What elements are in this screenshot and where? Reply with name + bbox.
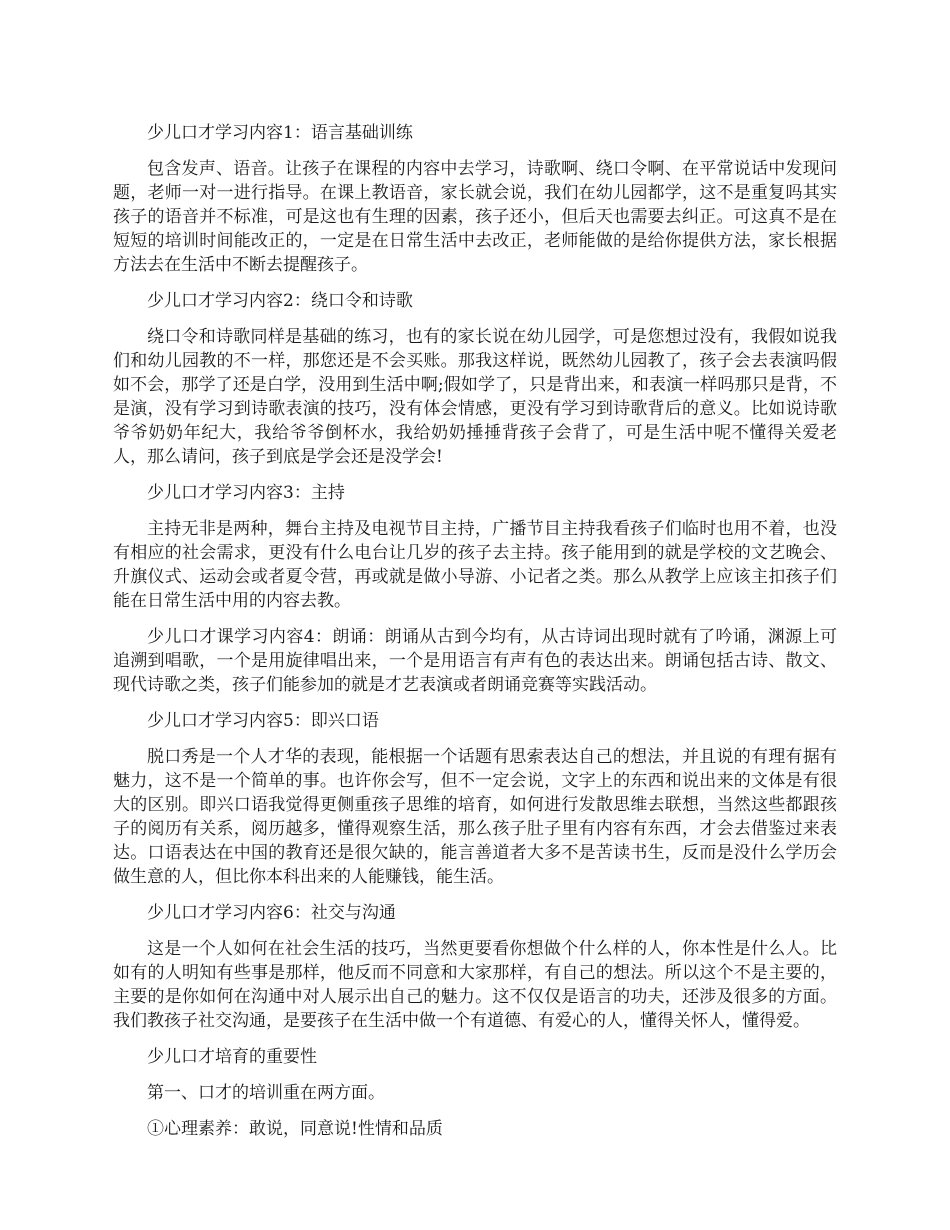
- document-page: [113, 121, 837, 1153]
- section-heading-6: 少儿口才学习内容6：社交与沟通: [147, 903, 396, 923]
- section-heading-3: 少儿口才学习内容3：主持: [147, 483, 345, 503]
- paragraph-4: 少儿口才课学习内容4：朗诵：朗诵从古到今均有，从古诗词出现时就有了吟诵，渊源上可追溯到唱歌，一个是用旋律唱出来，一个是用语言有声有色的表达出来。朗诵包括古诗、散文、现代诗歌之类，孩子们能参加的就是才艺表演或者朗诵竞赛等实践活动。: [113, 627, 837, 695]
- section-heading-importance: 少儿口才培育的重要性: [147, 1047, 317, 1067]
- section-heading-2: 少儿口才学习内容2：绕口令和诗歌: [147, 291, 413, 311]
- section-heading-1: 少儿口才学习内容1：语言基础训练: [147, 123, 413, 143]
- paragraph-2: 绕口令和诗歌同样是基础的练习，也有的家长说在幼儿园学，可是您想过没有，我假如说我们和幼儿园教的不一样，那您还是不会买账。那我这样说，既然幼儿园教了，孩子会去表演吗假如不会，那学了还是白学，没用到生活中啊;假如学了，只是背出来，和表演一样吗那只是背，不是演，没有学习到诗歌表演的技巧，没有体会情感，更没有学习到诗歌背后的意义。比如说诗歌爷爷奶奶年纪大，我给爷爷倒杯水，我给奶奶捶捶背孩子会背了，可是生活中呢不懂得关爱老人，那么请问，孩子到底是学会还是没学会!: [113, 327, 837, 467]
- paragraph-5: 脱口秀是一个人才华的表现，能根据一个话题有思索表达自己的想法，并且说的有理有据有魅力，这不是一个简单的事。也许你会写，但不一定会说，文字上的东西和说出来的文体是有很大的区别。即兴口语我觉得更侧重孩子思维的培育，如何进行发散思维去联想，当然这些都跟孩子的阅历有关系，阅历越多，懂得观察生活，那么孩子肚子里有内容有东西，才会去借鉴过来表达。口语表达在中国的教育还是很欠缺的，能言善道者大多不是苦读书生，反而是没什么学历会做生意的人，但比你本科出来的人能赚钱，能生活。: [113, 747, 837, 887]
- paragraph-1: 包含发声、语音。让孩子在课程的内容中去学习，诗歌啊、绕口令啊、在平常说话中发现问题，老师一对一进行指导。在课上教语音，家长就会说，我们在幼儿园都学，这不是重复吗其实孩子的语音并不标准，可是这也有生理的因素，孩子还小，但后天也需要去纠正。可这真不是在短短的培训时间能改正的，一定是在日常生活中去改正，老师能做的是给你提供方法，家长根据方法去在生活中不断去提醒孩子。: [113, 159, 837, 275]
- point-first: 第一、口才的培训重在两方面。: [147, 1083, 385, 1103]
- paragraph-3: 主持无非是两种，舞台主持及电视节目主持，广播节目主持我看孩子们临时也用不着，也没有相应的社会需求，更没有什么电台让几岁的孩子去主持。孩子能用到的就是学校的文艺晚会、升旗仪式、运动会或者夏令营，再或就是做小导游、小记者之类。那么从教学上应该主扣孩子们能在日常生活中用的内容去教。: [113, 519, 837, 611]
- section-heading-5: 少儿口才学习内容5：即兴口语: [147, 711, 379, 731]
- paragraph-6: 这是一个人如何在社会生活的技巧，当然更要看你想做个什么样的人，你本性是什么人。比如有的人明知有些事是那样，他反而不同意和大家那样，有自己的想法。所以这个不是主要的，主要的是你如何在沟通中对人展示出自己的魅力。这不仅仅是语言的功夫，还涉及很多的方面。我们教孩子社交沟通，是要孩子在生活中做一个有道德、有爱心的人，懂得关怀人，懂得爱。: [113, 939, 837, 1031]
- point-psychology: ①心理素养：敢说，同意说!性情和品质: [147, 1119, 443, 1139]
